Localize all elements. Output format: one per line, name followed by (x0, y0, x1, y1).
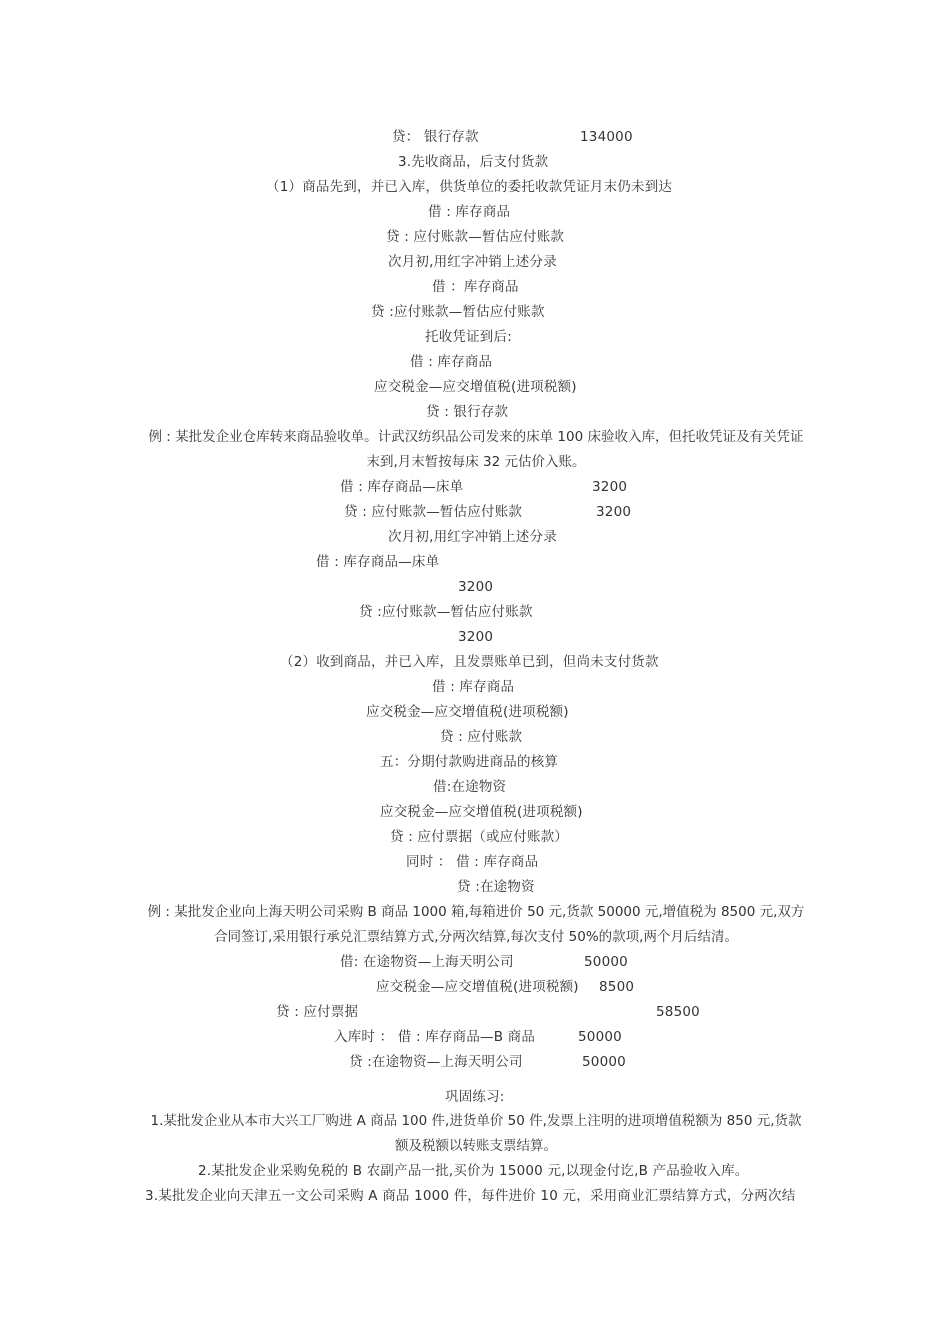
example-paragraph-1: 例 : 某批发企业仓库转来商品验收单。计武汉纺织品公司发来的床单 100 床验收入库，但托收凭证及有关凭证末到,月末暂按每床 32 元估价入账。 (148, 429, 804, 470)
entry-line: 借 ：库存商品 (432, 279, 519, 295)
entry-line: 贷 : 应付票据（或应付账款） (390, 829, 569, 845)
note-line: 次月初,用红字冲销上述分录 (388, 529, 557, 545)
example-paragraph-2: 例 : 某批发企业向上海天明公司采购 B 商品 1000 箱,每箱进价 50 元,货款 50000 元,增值税为 8500 元,双方合同签订,采用银行承兑汇票结算方式,分两次结算,每次支付 50%的款项,两个月后结清。 (147, 904, 805, 945)
entry-line: 贷 : 应付账款—暂估应付账款 (344, 504, 523, 520)
entry-line: 借: 在途物资—上海天明公司 (340, 954, 514, 970)
entry-line: 同时 ： 借 : 库存商品 (406, 854, 539, 870)
exercise-2: 2.某批发企业采购免税的 B 农副产品一批,买价为 15000 元,以现金付讫,B 产品验收入库。 (198, 1163, 749, 1179)
entry-line: 贷 : 应付票据 (276, 1004, 359, 1020)
entry-line: 应交税金—应交增值税(进项税额) (376, 979, 579, 995)
amount: 3200 (458, 579, 494, 595)
amount: 3200 (458, 629, 494, 645)
amount: 8500 (599, 979, 635, 995)
entry-line: 入库时 ： 借 : 库存商品—B 商品 (334, 1029, 536, 1045)
entry-line: 贷 : 银行存款 (426, 404, 509, 420)
amount: 58500 (656, 1004, 700, 1020)
entry-line: 借 : 库存商品 (410, 354, 493, 370)
entry-line: 借:在途物资 (433, 779, 507, 795)
exercise-3: 3.某批发企业向天津五一文公司采购 A 商品 1000 件，每件进价 10 元，采用商业汇票结算方式，分两次结 (145, 1188, 796, 1204)
exercise-1: 1.某批发企业从本市大兴工厂购进 A 商品 100 件,进货单价 50 件,发票上注明的进项增值税额为 850 元,货款额及税额以转账支票结算。 (150, 1113, 802, 1154)
amount: 50000 (578, 1029, 622, 1045)
entry-line: 借 : 库存商品 (432, 679, 515, 695)
entry-line: 贷 : 应付账款 (440, 729, 523, 745)
note-line: 托收凭证到后: (425, 329, 512, 345)
case-2-heading: （2）收到商品，并已入库，且发票账单已到，但尚未支付货款 (280, 654, 659, 670)
section-heading-5: 五：分期付款购进商品的核算 (380, 754, 559, 770)
entry-line: 贷 :在途物资—上海天明公司 (349, 1054, 523, 1070)
entry-line: 贷 :应付账款—暂估应付账款 (359, 604, 533, 620)
entry-line: 借 : 库存商品—床单 (316, 554, 440, 570)
entry-line: 贷 :应付账款—暂估应付账款 (371, 304, 545, 320)
entry-line: 贷 :在途物资 (457, 879, 535, 895)
amount-134000: 134000 (580, 129, 633, 145)
amount: 3200 (592, 479, 628, 495)
amount: 50000 (584, 954, 628, 970)
credit-bank-deposit-line: 贷： 银行存款 (392, 129, 479, 145)
entry-line: 应交税金—应交增值税(进项税额) (366, 704, 569, 720)
amount: 3200 (596, 504, 632, 520)
entry-line: 贷 : 应付账款—暂估应付账款 (386, 229, 565, 245)
section-heading-3: 3.先收商品，后支付货款 (398, 154, 549, 170)
entry-line: 应交税金—应交增值税(进项税额) (380, 804, 583, 820)
note-line: 次月初,用红字冲销上述分录 (388, 254, 557, 270)
amount: 50000 (582, 1054, 626, 1070)
exercise-heading: 巩固练习: (445, 1089, 505, 1105)
case-1-heading: （1）商品先到，并已入库，供货单位的委托收款凭证月末仍未到达 (266, 179, 673, 195)
entry-line: 借 : 库存商品 (428, 204, 511, 220)
entry-line: 借 : 库存商品—床单 (340, 479, 464, 495)
entry-line: 应交税金—应交增值税(进项税额) (374, 379, 577, 395)
